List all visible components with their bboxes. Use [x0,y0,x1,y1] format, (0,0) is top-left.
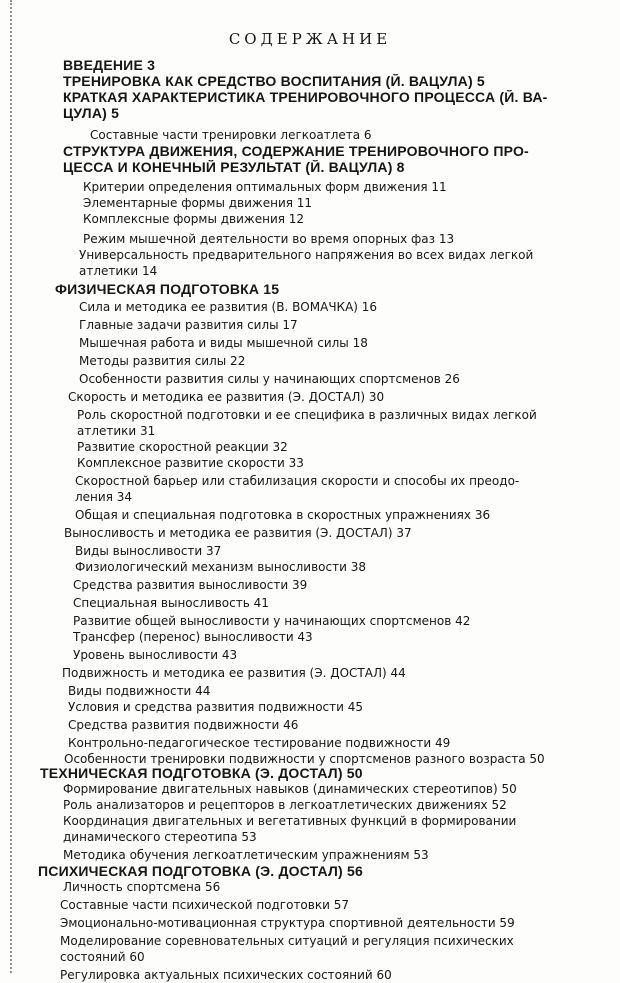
toc-entry: ления 34 [75,490,132,504]
toc-section-heading: ФИЗИЧЕСКАЯ ПОДГОТОВКА 15 [55,282,280,297]
toc-entry: Личность спортсмена 56 [63,880,221,894]
toc-section-heading: ЦУЛА) 5 [63,106,120,121]
toc-entry: Методы развития силы 22 [79,354,246,368]
toc-entry: Виды подвижности 44 [68,684,211,698]
toc-entry: Координация двигательных и вегетативных функций в формировании [63,814,517,828]
toc-entry: Сила и методика ее развития (В. ВОМАЧКА) 16 [79,300,378,314]
toc-entry: Эмоционально-мотивационная структура спортивной деятельности 59 [60,916,515,930]
page-edge-shadow [4,0,12,973]
toc-entry: Общая и специальная подготовка в скоростных упражнениях 36 [75,508,491,522]
toc-entry: Элементарные формы движения 11 [83,196,313,210]
toc-section-heading: КРАТКАЯ ХАРАКТЕРИСТИКА ТРЕНИРОВОЧНОГО ПРОЦЕССА (Й. ВА- [63,90,548,105]
toc-entry: динамического стереотипа 53 [63,830,257,844]
toc-entry: Универсальность предварительного напряжения во всех видах легкой [79,248,534,262]
page-title: СОДЕРЖАНИЕ [228,30,392,48]
toc-entry: Виды выносливости 37 [75,544,222,558]
toc-section-heading: ВВЕДЕНИЕ 3 [63,58,156,73]
toc-entry: Особенности развития силы у начинающих спортсменов 26 [79,372,460,386]
toc-section-heading: ТЕХНИЧЕСКАЯ ПОДГОТОВКА (Э. ДОСТАЛ) 50 [40,766,363,781]
toc-entry: Средства развития выносливости 39 [73,578,308,592]
toc-entry: Уровень выносливости 43 [73,648,238,662]
toc-entry: Методика обучения легкоатлетическим упражнениям 53 [63,848,429,862]
toc-entry: Моделирование соревновательных ситуаций и регуляция психических [60,934,514,948]
toc-entry: Выносливость и методика ее развития (Э. ДОСТАЛ) 37 [64,526,412,540]
toc-entry: Составные части психической подготовки 57 [60,898,349,912]
toc-entry: состояний 60 [60,950,145,964]
toc-entry: Условия и средства развития подвижности 45 [68,700,364,714]
toc-entry: Скорость и методика ее развития (Э. ДОСТАЛ) 30 [68,390,385,404]
toc-section-heading: ТРЕНИРОВКА КАК СРЕДСТВО ВОСПИТАНИЯ (Й. ВАЦУЛА) 5 [63,74,485,89]
toc-entry: атлетики 14 [79,264,158,278]
toc-entry: Критерии определения оптимальных форм движения 11 [83,180,447,194]
toc-entry: Подвижность и методика ее развития (Э. ДОСТАЛ) 44 [62,666,406,680]
toc-entry: Средства развития подвижности 46 [68,718,299,732]
toc-section-heading: ПСИХИЧЕСКАЯ ПОДГОТОВКА (Э. ДОСТАЛ) 56 [38,864,363,879]
toc-entry: Физиологический механизм выносливости 38 [75,560,366,574]
toc-entry: Скоростной барьер или стабилизация скорости и способы их преодо- [75,474,520,488]
toc-entry: атлетики 31 [77,424,156,438]
toc-entry: Трансфер (перенос) выносливости 43 [73,630,313,644]
toc-entry: Режим мышечной деятельности во время опорных фаз 13 [83,232,455,246]
toc-entry: Особенности тренировки подвижности у спортсменов разного возраста 50 [64,752,545,766]
toc-entry: Составные части тренировки легкоатлета 6 [90,128,372,142]
toc-entry: Роль скоростной подготовки и ее специфика в различных видах легкой [77,408,537,422]
toc-entry: Комплексные формы движения 12 [83,212,305,226]
toc-section-heading: ЦЕССА И КОНЕЧНЫЙ РЕЗУЛЬТАТ (Й. ВАЦУЛА) 8 [63,160,405,175]
toc-entry: Контрольно-педагогическое тестирование подвижности 49 [68,736,451,750]
toc-entry: Регулировка актуальных психических состояний 60 [60,968,392,982]
toc-entry: Главные задачи развития силы 17 [79,318,298,332]
toc-section-heading: СТРУКТУРА ДВИЖЕНИЯ, СОДЕРЖАНИЕ ТРЕНИРОВОЧНОГО ПРО- [63,144,529,159]
toc-entry: Развитие скоростной реакции 32 [77,440,288,454]
toc-entry: Комплексное развитие скорости 33 [77,456,304,470]
toc-entry: Формирование двигательных навыков (динамических стереотипов) 50 [63,782,517,796]
toc-entry: Развитие общей выносливости у начинающих спортсменов 42 [73,614,471,628]
toc-entry: Мышечная работа и виды мышечной силы 18 [79,336,368,350]
toc-entry: Специальная выносливость 41 [73,596,269,610]
toc-entry: Роль анализаторов и рецепторов в легкоатлетических движениях 52 [63,798,507,812]
